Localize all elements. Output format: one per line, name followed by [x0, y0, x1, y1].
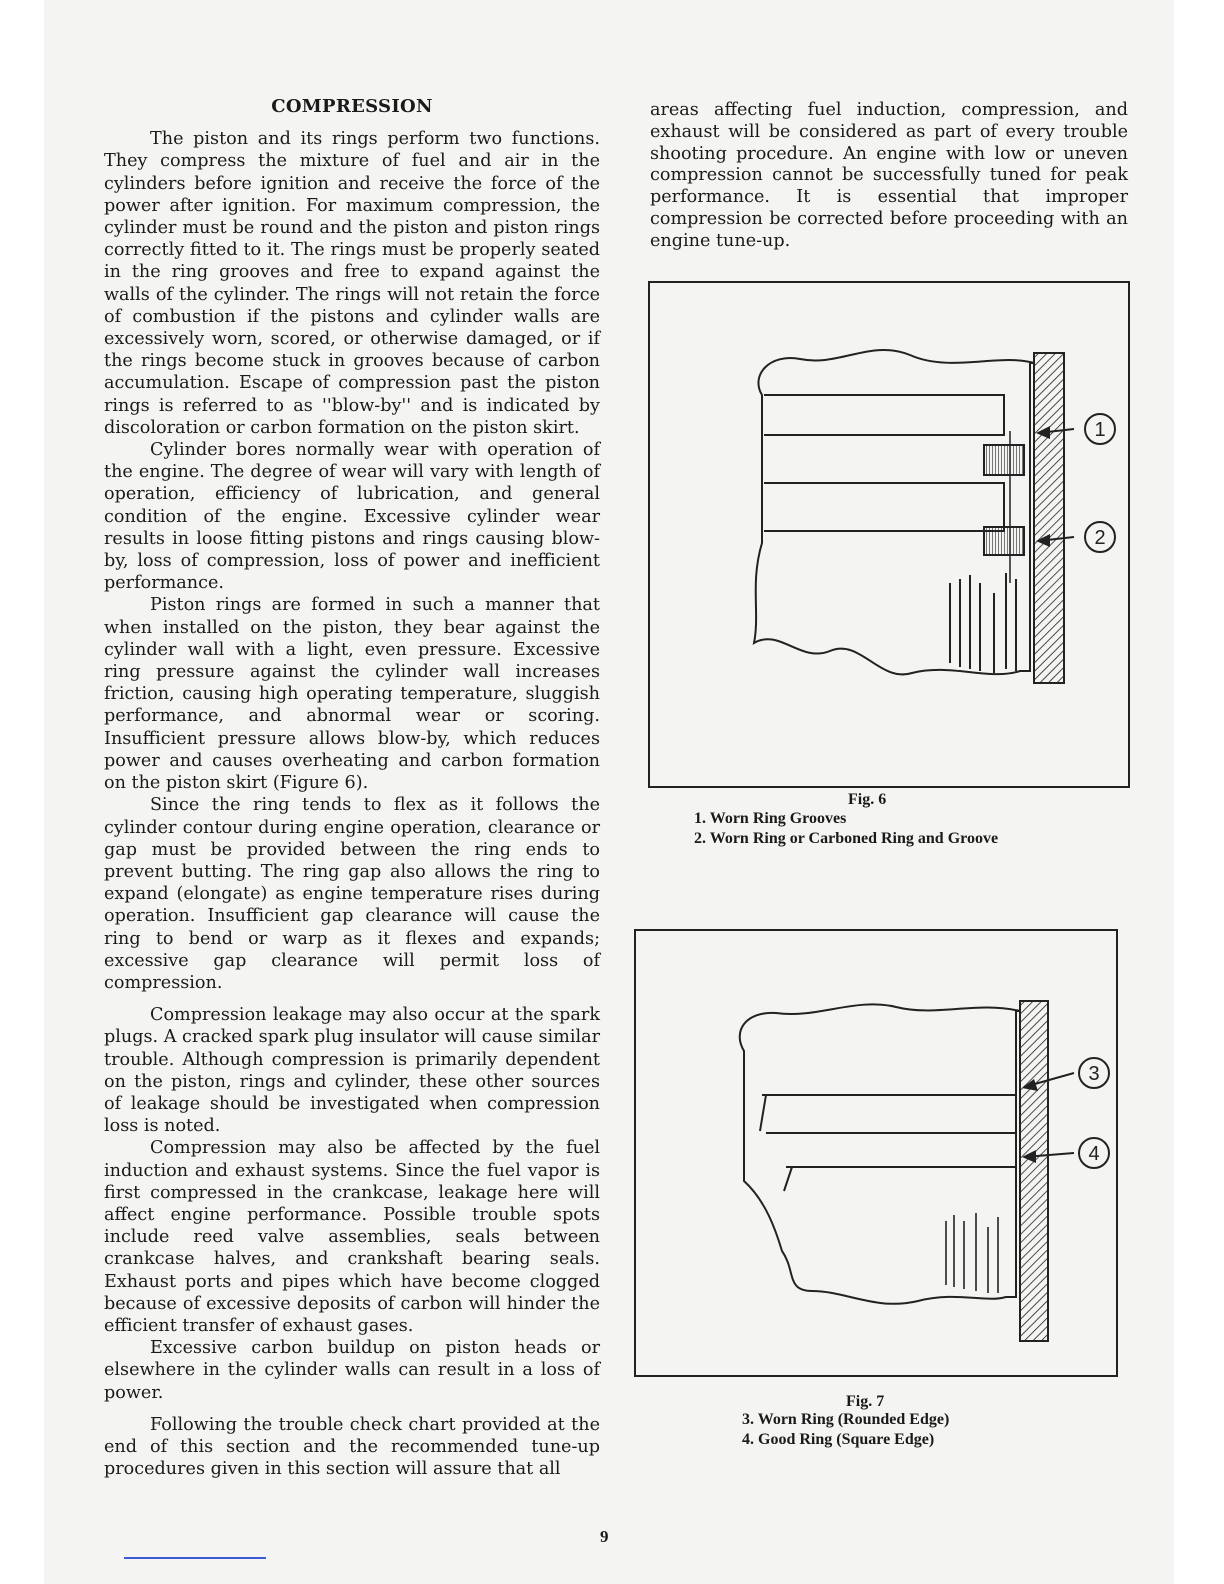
ring-1: [984, 445, 1024, 475]
paragraph: Piston rings are formed in such a manner that when installed on the piston, they bear against the cylinder wall with a light, even pressure. Excessive ring pressure against the cylinder wall increases friction, causing high operating temperature, sluggish performance, and abnormal wear or scoring. Insufficient pressure allows blow-by, which reduces power and causes overheating and carbon formation on the piston skirt (Figure 6).: [104, 595, 600, 794]
paragraph: areas affecting fuel induction, compression, and exhaust will be considered as part of every trouble shooting procedure. An engine with low or uneven compression cannot be successfully tuned for peak performance. It is essential that improper compression be corrected before proceeding with an engine tune-up.: [650, 100, 1128, 251]
figure-7-legend: [742, 1410, 949, 1450]
paragraph: The piston and its rings perform two functions. They compress the mixture of fuel and air in the cylinders before ignition and receive the force of the power after ignition. For maximum compression, the cylinder must be round and the piston and piston rings correctly fitted to it. The rings must be properly seated in the ring grooves and free to expand against the walls of the cylinder. The rings will not retain the force of combustion if the pistons and cylinder walls are excessively worn, scored, or otherwise damaged, or if the rings become stuck in grooves because of carbon accumulation. Escape of compression past the piston rings is referred to as ''blow-by'' and is indicated by discoloration or carbon formation on the piston skirt.: [104, 129, 600, 438]
section-heading: COMPRESSION: [271, 96, 433, 117]
ring-2: [984, 527, 1024, 555]
callout-1-label: 1: [1094, 419, 1106, 441]
carbon-streaks: [950, 573, 1016, 673]
figure-7-title: Fig. 7: [846, 1393, 885, 1410]
cylinder-wall: [1034, 353, 1064, 683]
legend-item: 1. Worn Ring Grooves: [694, 810, 847, 827]
paragraph: Excessive carbon buildup on piston heads or elsewhere in the cylinder walls can result in a loss of power.: [104, 1338, 600, 1403]
figure-6-legend: [694, 809, 998, 849]
legend-item: 2. Worn Ring or Carboned Ring and Groove: [694, 830, 999, 847]
callout-4-label: 4: [1088, 1143, 1100, 1165]
ring-groove-upper: [764, 395, 1004, 435]
paragraph: Since the ring tends to flex as it follows the cylinder contour during engine operation, clearance or gap must be provided between the ring ends to prevent butting. The ring gap also allows the ring to expand (elongate) as engine temperature rises during operation. Insufficient gap clearance will cause the ring to bend or warp as it flexes and expands; excessive gap clearance will permit loss of compression.: [104, 795, 600, 993]
left-text-column: [104, 96, 600, 1480]
paragraph: Cylinder bores normally wear with operation of the engine. The degree of wear will vary with length of operation, efficiency of lubrication, and general condition of the engine. Excessive cylinder wear results in loose fitting pistons and rings causing blow-by, loss of compression, loss of power and inefficient performance.: [104, 440, 600, 594]
figure-6-illustration: [650, 283, 1128, 786]
legend-item: 3. Worn Ring (Rounded Edge): [742, 1411, 950, 1428]
figure-6-frame: [648, 281, 1130, 788]
paragraph: Compression may also be affected by the fuel induction and exhaust systems. Since the fuel vapor is first compressed in the crankcase, leakage here will affect engine performance. Possible trouble spots include reed valve assemblies, seals between crankcase halves, and crankshaft bearing seals. Exhaust ports and pipes which have become clogged because of excessive deposits of carbon will hinder the efficient transfer of exhaust gases.: [104, 1138, 600, 1336]
footer-link-underline: [124, 1557, 266, 1559]
cylinder-wall: [1020, 1001, 1048, 1341]
legend-item: 4. Good Ring (Square Edge): [742, 1431, 935, 1448]
figure-6-title: Fig. 6: [848, 791, 887, 808]
figure-7-illustration: [636, 931, 1116, 1375]
paragraph: Compression leakage may also occur at the spark plugs. A cracked spark plug insulator will cause similar trouble. Although compression is primarily dependent on the piston, rings and cylinder, these other sources of leakage should be investigated when compression loss is noted.: [104, 1005, 600, 1137]
piston-outline: [740, 1004, 1020, 1303]
page-number: 9: [600, 1527, 609, 1546]
callout-3-label: 3: [1088, 1063, 1100, 1085]
figure-7-frame: [634, 929, 1118, 1377]
piston-outline: [754, 350, 1034, 674]
right-text-column: [650, 100, 1128, 253]
paragraph: Following the trouble check chart provided at the end of this section and the recommended tune-up procedures given in this section will assure that all: [104, 1414, 600, 1480]
callout-2-label: 2: [1094, 527, 1106, 549]
ring-groove-lower: [764, 483, 1004, 531]
